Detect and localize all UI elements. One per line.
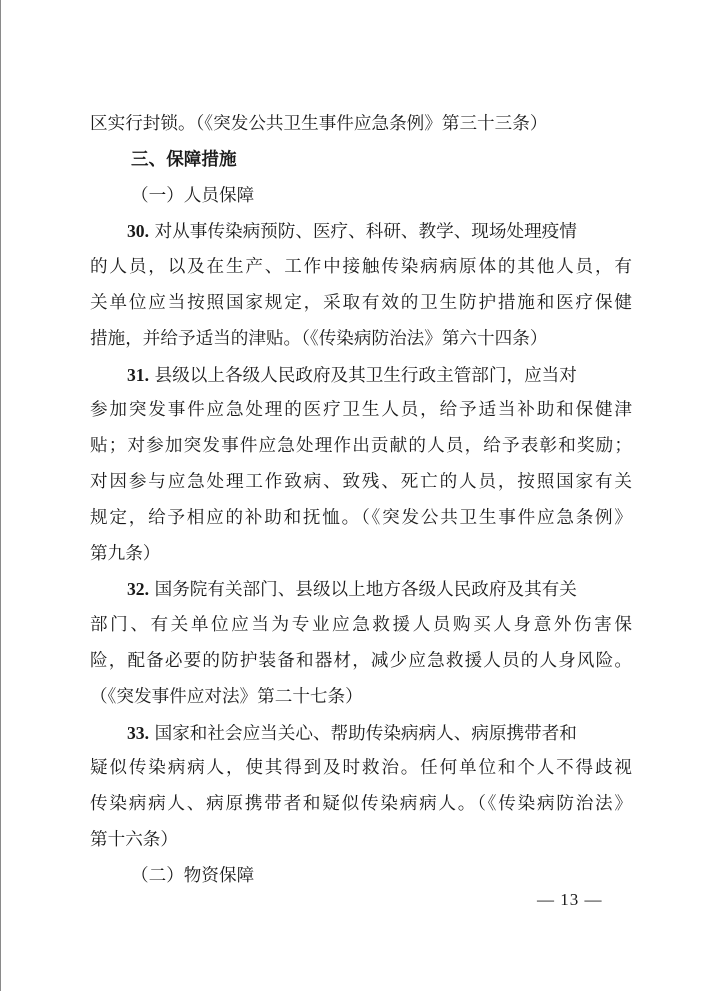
paragraph-start-line <box>90 214 632 250</box>
text-line: 规定，给予相应的补助和抚恤。（《突发公共卫生事件应急条例》 <box>90 507 632 528</box>
text-line: 第十六条） <box>90 829 178 850</box>
subsection-heading: （二）物资保障 <box>131 865 255 886</box>
text-line: 第九条） <box>90 543 161 564</box>
text-line: 关单位应当按照国家规定，采取有效的卫生防护措施和医疗保健 <box>90 292 632 313</box>
section-heading: 三、保障措施 <box>131 149 237 170</box>
paragraph-text: 国家和社会应当关心、帮助传染病病人、病原携带者和 <box>154 723 577 744</box>
text-line: 疑似传染病病人，使其得到及时救治。任何单位和个人不得歧视 <box>90 758 632 779</box>
paragraph-number: 32. <box>127 579 149 600</box>
paragraph-start-line <box>90 358 632 394</box>
subsection-heading: （一）人员保障 <box>131 185 255 206</box>
paragraph-start-line <box>90 716 632 752</box>
paragraph-number: 31. <box>127 364 149 385</box>
paragraph-number: 33. <box>127 722 149 743</box>
text-line: 措施，并给予适当的津贴。（《传染病防治法》第六十四条） <box>90 328 548 349</box>
text-line: 对因参与应急处理工作致病、致残、死亡的人员，按照国家有关 <box>90 471 632 492</box>
page-edge-line <box>0 0 1 991</box>
text-line: 贴；对参加突发事件应急处理作出贡献的人员，给予表彰和奖励； <box>90 436 632 457</box>
text-line: 传染病病人、病原携带者和疑似传染病病人。（《传染病防治法》 <box>90 794 632 815</box>
paragraph-number: 30. <box>127 221 149 242</box>
text-line: 参加突发事件应急处理的医疗卫生人员，给予适当补助和保健津 <box>90 400 632 421</box>
text-line: 险，配备必要的防护装备和器材，减少应急救援人员的人身风险。 <box>90 650 632 671</box>
text-line: 区实行封锁。（《突发公共卫生事件应急条例》第三十三条） <box>90 114 548 134</box>
document-page <box>90 107 632 895</box>
page-number: — 13 — <box>537 890 603 909</box>
text-line: （《突发事件应对法》第二十七条） <box>90 686 363 707</box>
text-line: 的人员，以及在生产、工作中接触传染病病原体的其他人员，有 <box>90 257 632 278</box>
text-line: 部门、有关单位应当为专业应急救援人员购买人身意外伤害保 <box>90 615 632 636</box>
paragraph-text: 对从事传染病预防、医疗、科研、教学、现场处理疫情 <box>154 222 577 243</box>
paragraph-start-line <box>90 572 632 608</box>
paragraph-text: 县级以上各级人民政府及其卫生行政主管部门，应当对 <box>154 365 577 386</box>
paragraph-text: 国务院有关部门、县级以上地方各级人民政府及其有关 <box>154 580 577 601</box>
